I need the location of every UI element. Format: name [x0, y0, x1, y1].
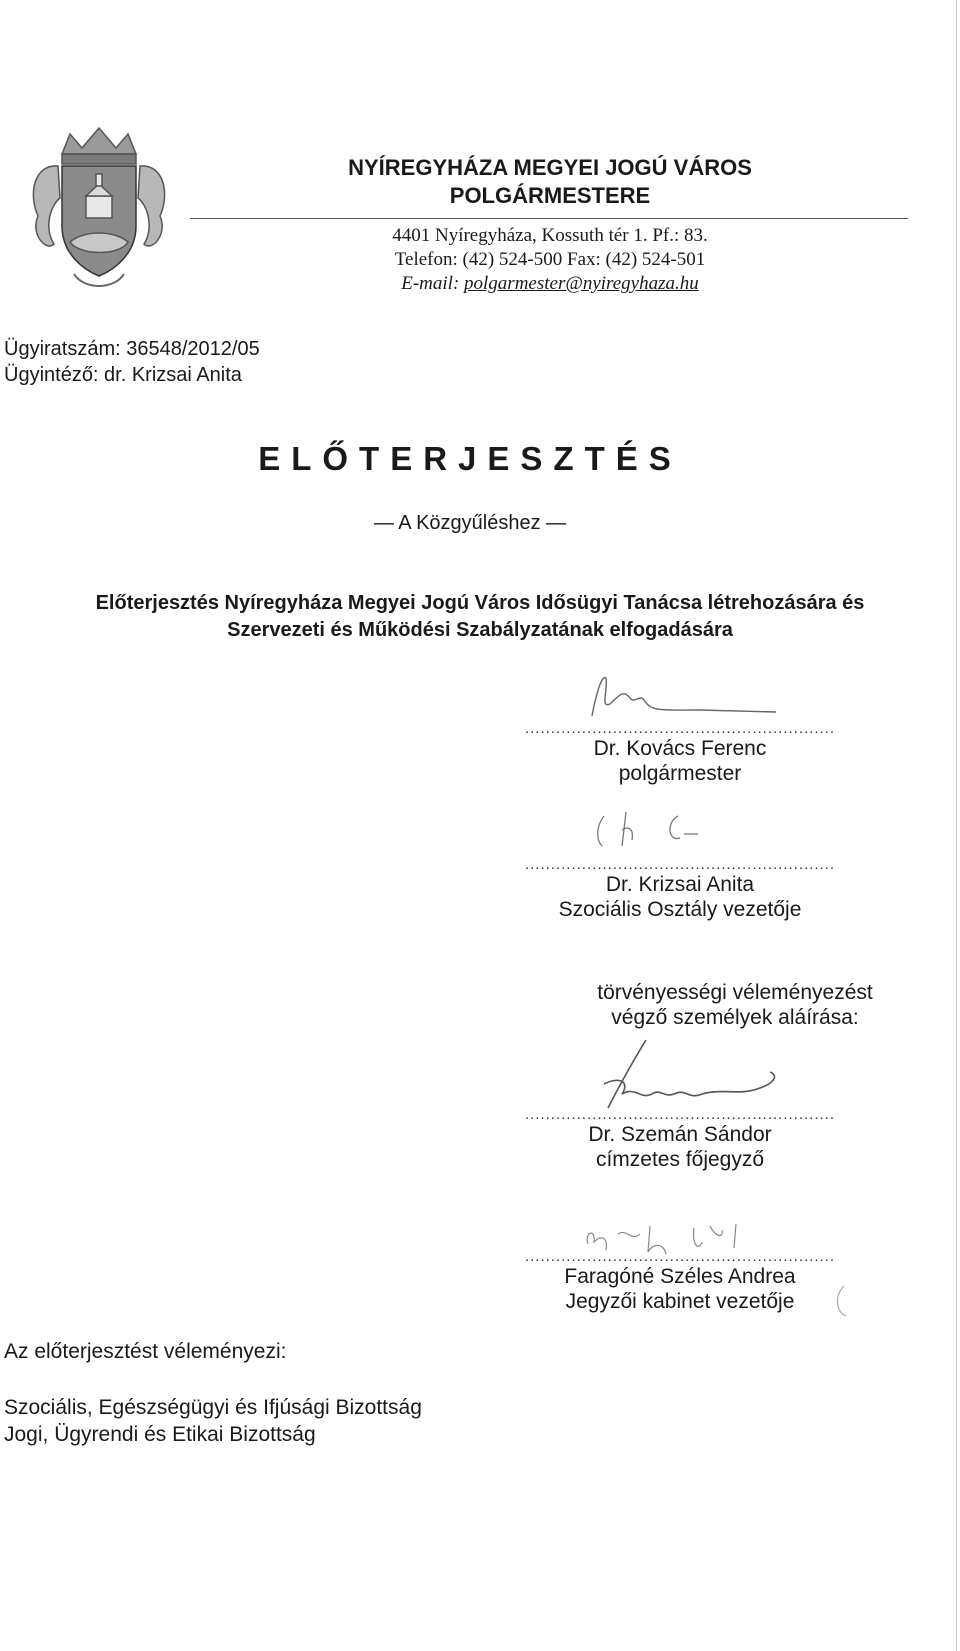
legal-review-line2: végző személyek aláírása:: [611, 1006, 859, 1029]
signature-line: ............................................................: [524, 720, 836, 736]
reviewer-committee-1: Szociális, Egészségügyi és Ifjúsági Bizottság: [4, 1396, 422, 1419]
signature-line: ............................................................: [524, 856, 836, 872]
legal-review-heading: [525, 980, 945, 1030]
org-name-line1: NYÍREGYHÁZA MEGYEI JOGÚ VÁROS: [348, 155, 752, 180]
notary-role: címzetes főjegyző: [595, 1148, 765, 1171]
email-line: [300, 272, 800, 296]
cabinet-name: Faragóné Széles Andrea: [564, 1265, 796, 1288]
contact-block: [300, 224, 800, 296]
email-link[interactable]: polgarmester@nyiregyhaza.hu: [464, 273, 699, 294]
header-divider: [190, 218, 908, 219]
cabinet-role: Jegyzői kabinet vezetője: [565, 1290, 795, 1313]
signature-cabinet-head: [470, 1244, 890, 1314]
document-subject: [0, 590, 960, 644]
head-role: Szociális Osztály vezetője: [558, 898, 802, 921]
reviewers-list: [4, 1394, 422, 1448]
mayor-role: polgármester: [618, 762, 742, 785]
reviewers-label: Az előterjesztést véleményezi:: [4, 1340, 287, 1363]
signature-line: ............................................................: [524, 1106, 836, 1122]
mayor-signature: [580, 664, 780, 724]
case-officer: Ügyintéző: dr. Krizsai Anita: [4, 364, 242, 386]
page-edge-line: [956, 0, 957, 1651]
org-name-line2: POLGÁRMESTERE: [449, 183, 651, 208]
document-subtitle: — A Közgyűléshez —: [373, 512, 567, 534]
subject-line2: Szervezeti és Működési Szabályzatának elfogadására: [227, 619, 733, 641]
signature-line: ............................................................: [524, 1248, 836, 1264]
organization-title: [270, 154, 830, 210]
address-line: 4401 Nyíregyháza, Kossuth tér 1. Pf.: 83.: [392, 225, 708, 246]
signature-department-head: [470, 852, 890, 922]
reviewer-committee-2: Jogi, Ügyrendi és Etikai Bizottság: [4, 1423, 316, 1446]
head-signature: [588, 806, 728, 850]
head-name: Dr. Krizsai Anita: [605, 873, 755, 896]
subject-line1: Előterjesztés Nyíregyháza Megyei Jogú Város Idősügyi Tanácsa létrehozására és: [95, 592, 865, 614]
signature-mayor: [470, 716, 890, 786]
legal-review-line1: törvényességi véleményezést: [597, 981, 873, 1004]
coat-of-arms-icon: [24, 124, 174, 294]
document-title: ELŐTERJESZTÉS: [258, 440, 682, 477]
case-number: Ügyiratszám: 36548/2012/05: [4, 338, 260, 360]
email-label: E-mail:: [401, 273, 460, 294]
notary-name: Dr. Szemán Sándor: [588, 1123, 772, 1146]
phone-fax-line: Telefon: (42) 524-500 Fax: (42) 524-501: [394, 249, 706, 270]
case-meta: [4, 336, 260, 388]
signature-notary: [470, 1102, 890, 1172]
mayor-name: Dr. Kovács Ferenc: [593, 737, 767, 760]
